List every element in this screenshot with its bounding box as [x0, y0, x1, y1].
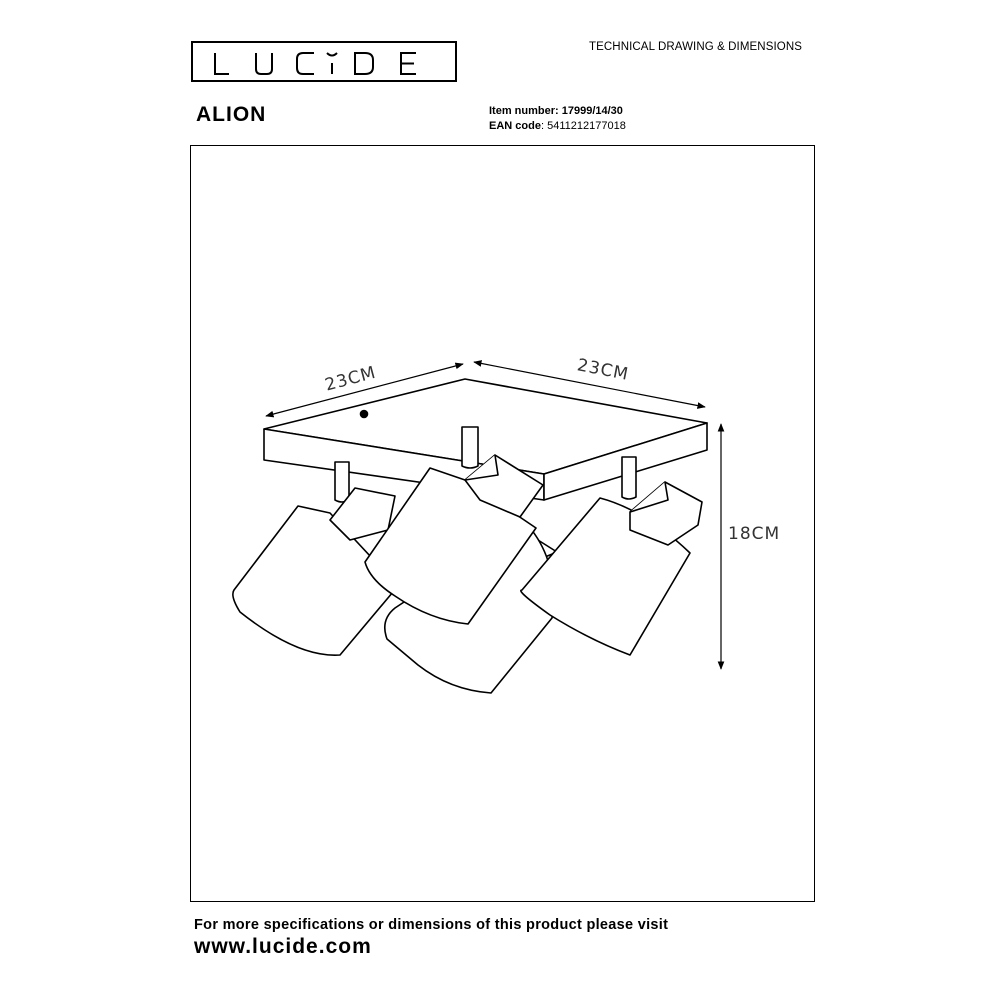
product-name: ALION — [196, 103, 267, 126]
height-label: 18CM — [728, 524, 781, 544]
document-type: TECHNICAL DRAWING & DIMENSIONS — [589, 41, 802, 53]
item-number-label: Item number — [489, 105, 556, 117]
item-number-value: 17999/14/30 — [561, 105, 623, 117]
spotlight-right — [521, 482, 702, 655]
ean-value: 5411212177018 — [547, 120, 626, 132]
footer-text: For more specifications or dimensions of this product please visit — [194, 917, 669, 933]
width-left-label: 23CM — [322, 362, 379, 396]
ean-row: EAN code: 5411212177018 — [489, 120, 626, 132]
ean-label: EAN code — [489, 120, 541, 132]
item-number-row: Item number: 17999/14/30 — [489, 105, 623, 117]
footer-url[interactable]: www.lucide.com — [194, 935, 372, 958]
width-right-label: 23CM — [575, 355, 631, 385]
